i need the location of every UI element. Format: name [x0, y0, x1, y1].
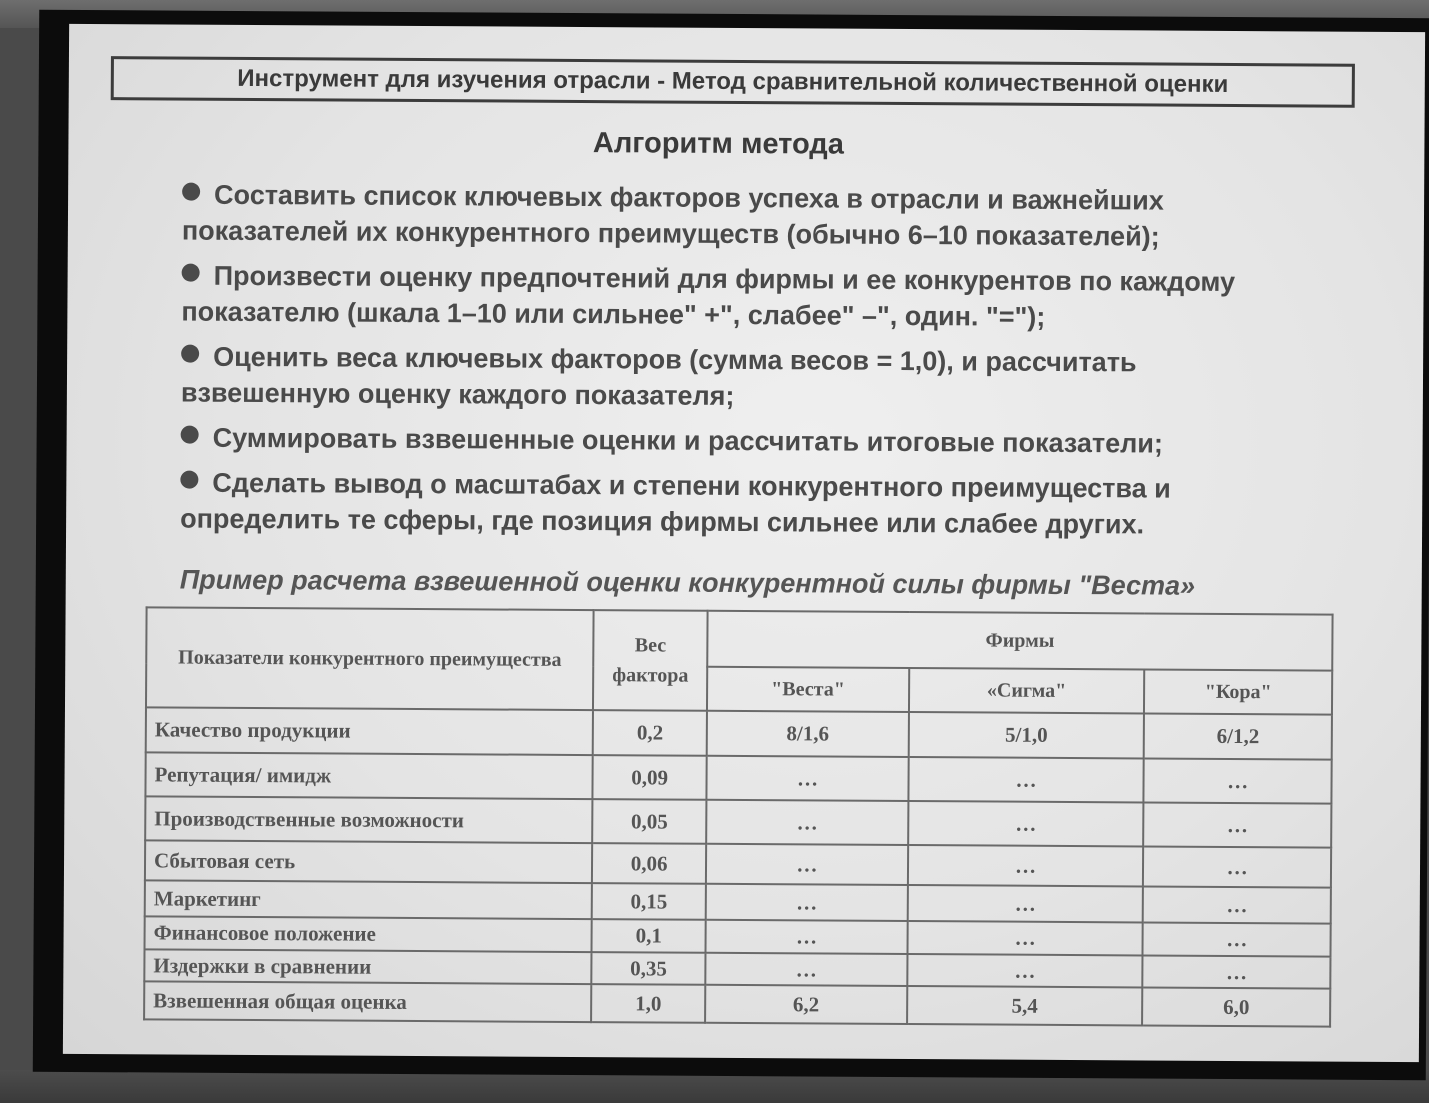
example-title: Пример расчета взвешенной оценки конкурентной силы фирмы "Веста» [179, 564, 1196, 601]
header-firm-sigma: «Сигма" [909, 668, 1145, 713]
row-vesta: … [706, 920, 908, 954]
step-item [181, 339, 1281, 418]
presentation-slide [63, 24, 1425, 1062]
row-name: Маркетинг [145, 880, 592, 919]
row-sigma: … [907, 954, 1143, 987]
header-firm-vesta: "Веста" [707, 667, 909, 712]
row-weight: 0,09 [593, 755, 707, 800]
row-kora: … [1143, 922, 1331, 956]
row-name: Репутация/ имидж [145, 752, 592, 799]
row-weight: 0,2 [593, 710, 707, 756]
row-name: Качество продукции [146, 707, 593, 755]
step-text: Произвести оценку предпочтений для фирмы и ее конкурентов по каждому показателю (шкала 1–10 или сильнее" +", слабее" –", один. "="); [181, 260, 1236, 332]
table-row-total [144, 981, 1330, 1026]
header-weight: Вес фактора [593, 610, 708, 711]
bullet-icon [182, 264, 200, 282]
row-kora: 6,0 [1142, 987, 1330, 1026]
header-firms: Фирмы [707, 611, 1332, 671]
row-sigma: … [907, 921, 1143, 955]
row-kora: … [1143, 886, 1331, 923]
bullet-icon [180, 471, 198, 489]
row-sigma: … [908, 845, 1144, 886]
row-vesta: … [706, 844, 908, 885]
step-item [181, 258, 1281, 337]
step-item [182, 177, 1282, 256]
step-text: Составить список ключевых факторов успеха в отрасли и важнейших показателей их конкурентного преимуществ (обычно 6–10 показателей); [181, 179, 1164, 252]
row-weight: 0,06 [592, 843, 706, 884]
header-firm-kora: "Кора" [1144, 669, 1332, 714]
row-weight: 0,35 [591, 952, 705, 985]
row-name: Взвешенная общая оценка [144, 981, 591, 1022]
step-text: Суммировать взвешенные оценки и рассчитать итоговые показатели; [212, 422, 1164, 459]
row-kora: … [1143, 846, 1331, 887]
row-weight: 0,15 [592, 883, 706, 920]
table-row [145, 796, 1331, 847]
slide-title: Инструмент для изучения отрасли - Метод сравнительной количественной оценки [111, 56, 1355, 108]
row-weight: 0,1 [592, 919, 706, 953]
row-vesta: … [705, 953, 907, 986]
bullet-icon [182, 183, 200, 201]
row-vesta: … [706, 800, 908, 845]
step-text: Оценить веса ключевых факторов (сумма весов = 1,0), и рассчитать взвешенную оценку каждого показателя; [180, 341, 1137, 411]
evaluation-table [143, 606, 1334, 1027]
row-vesta: … [706, 884, 908, 921]
row-sigma: 5/1,0 [908, 712, 1144, 758]
row-sigma: … [908, 757, 1144, 802]
bullet-icon [181, 426, 199, 444]
row-vesta: 6,2 [705, 985, 907, 1024]
row-vesta: 8/1,6 [707, 711, 909, 757]
step-item [181, 420, 1281, 463]
row-kora: … [1144, 758, 1332, 803]
row-name: Производственные возможности [145, 796, 592, 843]
algorithm-steps [180, 177, 1282, 553]
row-kora: … [1143, 802, 1331, 847]
row-vesta: … [707, 756, 909, 801]
row-sigma: 5,4 [907, 986, 1143, 1025]
table-row [146, 707, 1332, 759]
row-sigma: … [908, 801, 1144, 846]
step-text: Сделать вывод о масштабах и степени конкурентного преимущества и определить те сферы, где позиция фирмы сильнее или слабее других. [180, 467, 1171, 540]
row-weight: 0,05 [592, 799, 706, 844]
bullet-icon [181, 345, 199, 363]
row-kora: … [1143, 955, 1331, 988]
header-indicators: Показатели конкурентного преимущества [146, 607, 594, 710]
row-sigma: … [907, 885, 1143, 922]
row-name: Сбытовая сеть [145, 840, 592, 883]
row-name: Издержки в сравнении [144, 949, 591, 984]
row-weight: 1,0 [591, 984, 705, 1023]
slide-subtitle: Алгоритм метода [592, 127, 844, 161]
row-kora: 6/1,2 [1144, 713, 1332, 759]
step-item [180, 465, 1280, 544]
row-name: Финансовое положение [145, 916, 592, 952]
table-row [145, 752, 1331, 803]
